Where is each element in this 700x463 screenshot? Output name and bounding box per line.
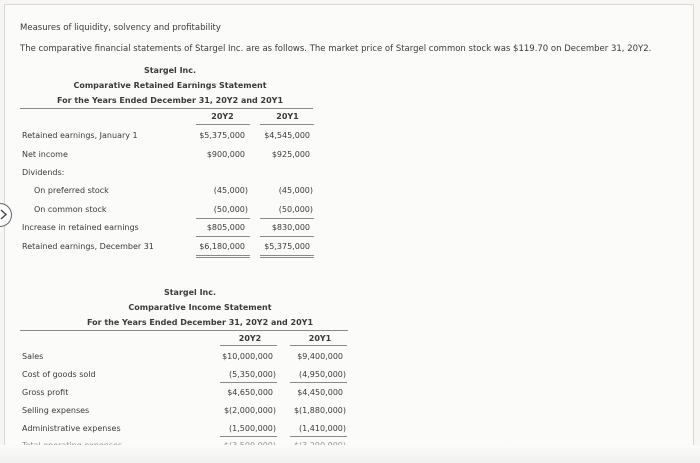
value-20y1: (1,410,000) — [299, 424, 346, 433]
row-label: Increase in retained earnings — [22, 223, 139, 232]
divider — [290, 436, 347, 437]
divider — [220, 382, 277, 383]
value-20y2: $805,000 — [206, 223, 245, 232]
value-20y1: (45,000) — [278, 186, 313, 195]
divider — [196, 236, 250, 237]
row-label: Selling expenses — [22, 406, 90, 415]
row-label: Sales — [22, 352, 44, 361]
income-title: Comparative Income Statement — [128, 303, 272, 312]
page-cutoff — [0, 445, 700, 463]
divider — [20, 108, 313, 109]
divider — [260, 124, 314, 125]
double-underline — [196, 255, 250, 258]
income-company: Stargel Inc. — [163, 288, 217, 297]
row-label: Gross profit — [22, 388, 69, 397]
divider — [220, 345, 277, 346]
value-20y1: $830,000 — [271, 223, 310, 232]
chevron-right-icon — [0, 209, 8, 220]
divider — [220, 436, 277, 437]
value-20y1: $(1,880,000) — [293, 406, 346, 415]
divider — [196, 218, 250, 219]
retained-company: Stargel Inc. — [143, 66, 197, 75]
value-20y2: (50,000) — [213, 205, 248, 214]
col-20y1: 20Y1 — [308, 334, 332, 343]
row-label: Dividends: — [22, 168, 65, 177]
value-20y1: $4,450,000 — [297, 388, 343, 397]
row-label: On common stock — [34, 205, 107, 214]
row-label: Retained earnings, December 31 — [22, 242, 154, 251]
value-20y1: $4,545,000 — [264, 131, 310, 140]
divider — [196, 124, 250, 125]
value-20y1: (50,000) — [278, 205, 313, 214]
divider — [290, 382, 347, 383]
row-label: Net income — [22, 150, 68, 159]
divider — [260, 236, 314, 237]
divider — [260, 218, 314, 219]
divider — [20, 330, 348, 331]
value-20y2: $10,000,000 — [222, 352, 273, 361]
retained-period: For the Years Ended December 31, 20Y2 and 20Y1 — [56, 96, 284, 105]
col-20y2: 20Y2 — [211, 112, 234, 121]
row-label: Cost of goods sold — [22, 370, 96, 379]
row-label: Retained earnings, January 1 — [22, 131, 138, 140]
row-label: On preferred stock — [34, 186, 109, 195]
value-20y1: $9,400,000 — [297, 352, 343, 361]
intro-text: The comparative financial statements of Stargel Inc. are as follows. The market price of Stargel common stock was $119.70 on December 31, 20Y2. — [20, 44, 652, 54]
value-20y1: $925,000 — [271, 150, 310, 159]
value-20y2: (5,350,000) — [229, 370, 276, 379]
value-20y2: $(2,000,000) — [223, 406, 276, 415]
value-20y2: $5,375,000 — [199, 131, 245, 140]
col-20y1: 20Y1 — [276, 112, 299, 121]
retained-title: Comparative Retained Earnings Statement — [73, 81, 267, 90]
value-20y2: $6,180,000 — [199, 242, 245, 251]
section-title: Measures of liquidity, solvency and profitability — [20, 23, 221, 33]
value-20y1: (4,950,000) — [299, 370, 346, 379]
row-label: Administrative expenses — [22, 424, 121, 433]
value-20y2: $900,000 — [206, 150, 245, 159]
value-20y2: $4,650,000 — [227, 388, 273, 397]
col-20y2: 20Y2 — [238, 334, 262, 343]
value-20y2: (45,000) — [213, 186, 248, 195]
income-period: For the Years Ended December 31, 20Y2 and 20Y1 — [86, 318, 314, 327]
divider — [290, 345, 347, 346]
double-underline — [260, 255, 314, 258]
value-20y2: (1,500,000) — [229, 424, 276, 433]
value-20y1: $5,375,000 — [264, 242, 310, 251]
